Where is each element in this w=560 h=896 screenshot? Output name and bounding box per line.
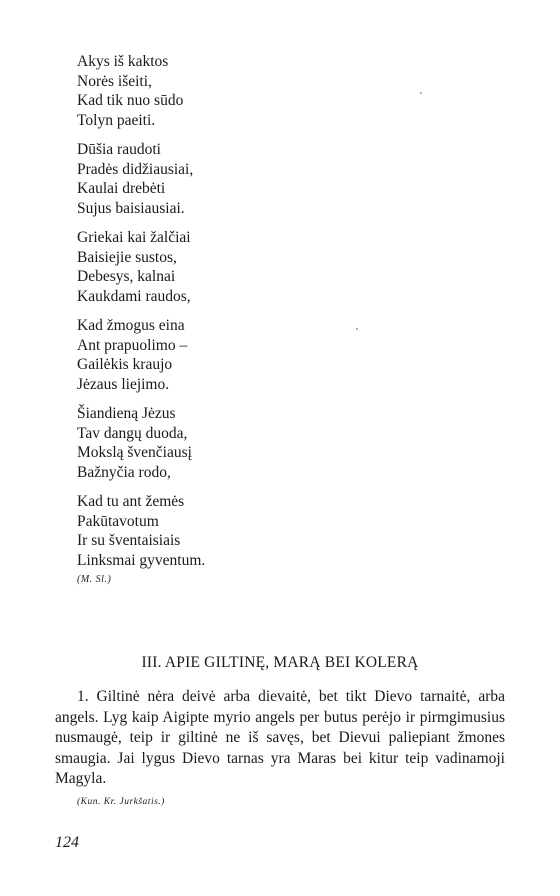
poem-line: Kad žmogus eina (77, 317, 185, 334)
poem-line: Linksmai gyventum. (77, 551, 206, 569)
poem-line: Mokslą švenčiausį (77, 444, 192, 461)
poem-line: Tolyn paeiti. (77, 111, 156, 129)
poem-line: Baisiejie sustos, (77, 248, 177, 266)
poem-line: Griekai kai žalčiai (77, 229, 191, 246)
print-speck (356, 328, 358, 330)
poem-line: Kad tu ant žemės (77, 493, 185, 510)
poem-line: Ir su šventaisiais (77, 532, 181, 549)
stanza (77, 492, 377, 585)
stanza (77, 140, 377, 218)
stanza (77, 404, 377, 482)
section-title: III. APIE GILTINĘ, MARĄ BEI KOLERĄ (141, 654, 419, 671)
stanza (77, 316, 377, 394)
poem-line: Akys iš kaktos (77, 53, 169, 70)
poem-line: Kaulai drebėti (77, 180, 166, 197)
poem-line: Pradės didžiausiai, (77, 160, 194, 178)
poem-line: Bažnyčia rodo, (77, 463, 171, 481)
stanza (77, 52, 377, 130)
poem-source: (M. Sl.) (77, 574, 112, 585)
poem-line: Norės išeiti, (77, 72, 152, 90)
poem-line: Gailėkis kraujo (77, 356, 173, 373)
poem-line: Kad tik nuo sūdo (77, 92, 184, 109)
poem-line: Dūšia raudoti (77, 141, 161, 158)
page-number: 124 (55, 834, 79, 851)
poem-line: Kaukdami raudos, (77, 287, 191, 305)
poem (77, 52, 377, 595)
paragraph: 1. Giltinė nėra deivė arba dievaitė, bet tikt Dievo tarnaitė, arba angels. Lyg kaip Aigipte myrio angels per butus perėjo ir pirmgimusius nusmaugė, teip ir giltinė ne iš savęs, bet Dievui paliepiant žmones smaugia. Jai lygus Dievo tarnas yra Maras bei kitur teip vadinamoji Magyla. (55, 688, 505, 787)
stanza (77, 228, 377, 306)
print-speck (420, 92, 422, 94)
poem-line: Jėzaus liejimo. (77, 375, 170, 393)
poem-line: Pakūtavotum (77, 512, 159, 530)
poem-line: Ant prapuolimo – (77, 336, 188, 354)
poem-line: Šiandieną Jėzus (77, 405, 176, 422)
poem-line: Sujus baisiausiai. (77, 199, 185, 217)
poem-line: Tav dangų duoda, (77, 424, 188, 442)
paragraph-source: (Kun. Kr. Jurkšatis.) (77, 797, 165, 807)
poem-line: Debesys, kalnai (77, 268, 176, 285)
